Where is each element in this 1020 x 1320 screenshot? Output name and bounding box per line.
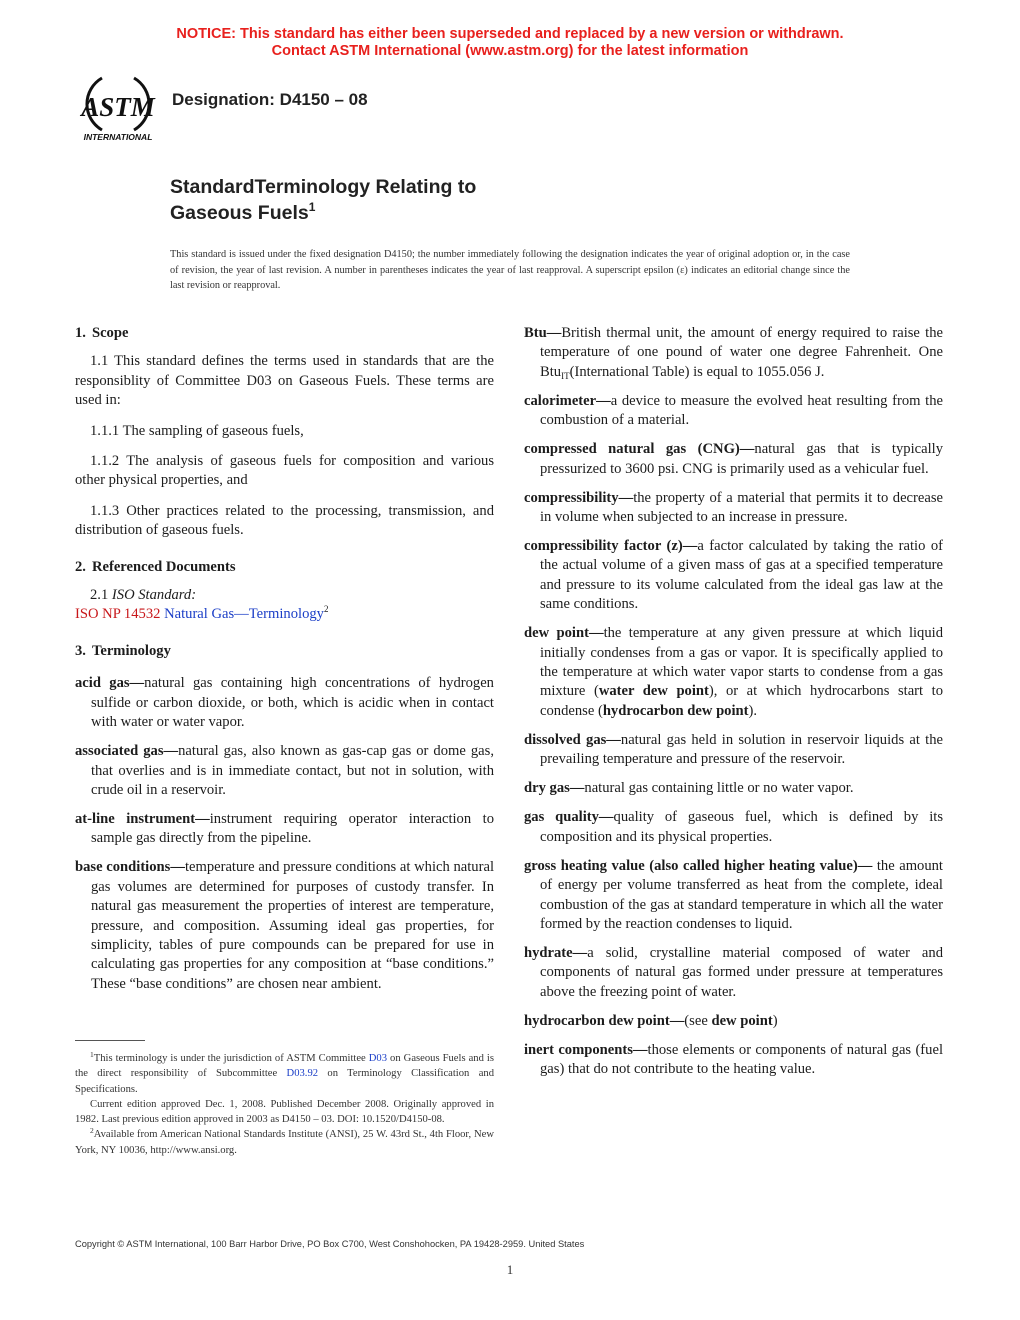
term-cng [524, 440, 943, 479]
term-definition: natural gas, also known as gas-cap gas or dome gas, that overlies and is in immediate contact, but not in solution, with crude oil in a reservoir. [91, 743, 494, 798]
term-definition: the property of a material that permits it to decrease in volume when subjected to an increase in pressure. [540, 489, 943, 526]
footnote-text: This terminology is under the jurisdiction of ASTM Committee [93, 1053, 369, 1064]
title-footnote-ref: 1 [308, 200, 316, 214]
footnote-edition: Current edition approved Dec. 1, 2008. Published December 2008. Originally approved in 1982. Last previous edition approved in 2003 as D4150 – 03. DOI: 10.1520/D4150-08. [75, 1098, 494, 1126]
term-definition: natural gas containing little or no water vapor. [584, 780, 854, 797]
term-compressibility-factor [524, 537, 943, 615]
term-hydrocarbon-dew-point [524, 1012, 943, 1031]
term-gas-quality [524, 808, 943, 847]
term-definition: the temperature at any given pressure at which liquid initially condenses from a gas or vapor. It is specifically applied to the temperature at which water vapor starts to condense from a gas mixture ( [540, 625, 943, 700]
section-number: 3. [75, 642, 86, 659]
committee-d03-link[interactable]: D03 [368, 1053, 388, 1064]
term-hydrocarbon-dew-point: hydrocarbon dew point [602, 702, 749, 719]
term-base-conditions [75, 858, 494, 994]
astm-logo [72, 72, 164, 144]
term-definition: a solid, crystalline material composed of water and components of natural gas formed under pressure at temperatures above the freezing point of water. [540, 944, 943, 1000]
scope-para-1-1-3: 1.1.3 Other practices related to the processing, transmission, and distribution of gaseous fuels. [75, 502, 494, 539]
term-label: Btu— [524, 325, 562, 341]
term-label: acid gas— [75, 675, 145, 692]
right-column [524, 324, 943, 1089]
term-label: associated gas— [75, 743, 179, 760]
term-btu [524, 324, 943, 382]
para-number: 2.1 [90, 587, 109, 604]
term-label: calorimeter— [524, 392, 611, 409]
term-definition-end: ) [772, 1012, 778, 1029]
term-label: compressibility factor (z)— [524, 538, 698, 555]
page-number: 1 [506, 1262, 514, 1277]
term-definition: a factor calculated by taking the ratio of the actual volume of a given mass of gas at a specified temperature and pressure to its volume calculated from the ideal gas law at the same conditions. [540, 538, 943, 613]
footnote-text: Available from American National Standards Institute (ANSI), 25 W. 43rd St., 4th Floor, New York, NY 10036, http://www.ansi.org. [75, 1129, 494, 1156]
iso-reference [75, 605, 494, 624]
term-definition: instrument requiring operator interaction to sample gas directly from the pipeline. [91, 810, 494, 847]
term-label: inert components— [524, 1041, 648, 1058]
term-definition: natural gas held in solution in reservoir liquids at the prevailing temperature and pressure of the reservoir. [540, 731, 943, 768]
term-definition: temperature and pressure conditions at which natural gas volumes are determined for purposes of custody transfer. In natural gas measurement the properties of interest are temperature, pressure, and composition. Assuming ideal gas properties, for simplicity, tables of pure compounds can be prepared for use in calculating gas properties for any composition at “base conditions.” These “base conditions” are chosen near ambient. [91, 859, 494, 992]
term-definition: British thermal unit, the amount of energy required to raise the temperature of one pound of water one degree Fahrenheit. One Btu [540, 325, 943, 380]
iso-label: ISO Standard: [111, 587, 197, 604]
supersede-notice [0, 26, 1020, 60]
term-dissolved-gas [524, 731, 943, 770]
iso-standard-label [75, 586, 494, 605]
term-acid-gas [75, 674, 494, 732]
logo-subtext: INTERNATIONAL [83, 132, 153, 142]
term-definition-cont: (International Table) is equal to 1055.056 J. [569, 363, 825, 380]
section-number: 2. [75, 558, 86, 575]
term-compressibility [524, 489, 943, 528]
footnote-text: on Terminology Classification and Specifications. [75, 1068, 494, 1095]
term-label: dry gas— [524, 780, 585, 797]
term-definition: natural gas that is typically pressurized to 3600 psi. CNG is primarily used as a vehicular fuel. [540, 441, 943, 477]
term-label: gross heating value (also called higher heating value)— [524, 857, 873, 874]
footnote-rule [75, 1040, 145, 1041]
designation: Designation: D4150 – 08 [172, 90, 368, 109]
section-number: 1. [75, 325, 86, 341]
term-definition: those elements or components of natural gas (fuel gas) that do not contribute to the heating value. [540, 1041, 943, 1078]
footnotes [75, 1051, 494, 1158]
term-label: gas quality— [524, 809, 614, 826]
term-associated-gas [75, 742, 494, 800]
title-line-1: StandardTerminology Relating to [170, 176, 477, 198]
section-scope-heading [75, 324, 494, 343]
term-hydrate [524, 944, 943, 1002]
footnote-mark: 2 [90, 1126, 94, 1136]
iso-title-link[interactable]: Natural Gas—Terminology [164, 606, 324, 623]
term-definition-end: ). [748, 702, 758, 719]
term-definition: quality of gaseous fuel, which is defined by its composition and its physical properties. [540, 809, 944, 845]
section-title: Scope [91, 325, 129, 341]
term-label: compressibility— [524, 489, 634, 506]
left-column [75, 324, 494, 1004]
term-definition: natural gas containing high concentrations of hydrogen sulfide or carbon dioxide, or both, which is acidic when in contact with water or water vapor. [91, 675, 494, 731]
footnote-mark: 1 [90, 1050, 94, 1059]
section-terminology-heading [75, 642, 494, 661]
section-title: Referenced Documents [91, 558, 236, 575]
section-referenced-heading [75, 558, 494, 577]
title-text: Gaseous Fuels [170, 202, 309, 224]
astm-logo-mark [72, 72, 164, 144]
iso-footnote-ref: 2 [323, 604, 329, 615]
term-cross-reference: dew point [711, 1012, 773, 1029]
title-line-2 [170, 200, 476, 226]
notice-line-2: Contact ASTM International (www.astm.org) for the latest information [271, 43, 749, 59]
scope-para-1-1: 1.1 This standard defines the terms used in standards that are the responsiblity of Committee D03 on Gaseous Fuels. These terms are used in: [75, 353, 494, 409]
logo-text: ASTM [81, 92, 155, 122]
issued-note: This standard is issued under the fixed designation D4150; the number immediately following the designation indicates the year of original adoption or, in the case of revision, the year of last revision. A number in parentheses indicates the year of last reapproval. A superscript epsilon (ε) indicates an editorial change since the last revision or reapproval. [170, 249, 850, 291]
notice-line-1: NOTICE: This standard has either been superseded and replaced by a new version or withdrawn. [176, 26, 844, 42]
term-label: compressed natural gas (CNG)— [524, 441, 755, 458]
term-label: dissolved gas— [524, 731, 621, 748]
term-label: hydrocarbon dew point— [524, 1012, 685, 1029]
term-definition: (see [684, 1012, 712, 1029]
subcommittee-d03-92-link[interactable]: D03.92 [286, 1068, 319, 1080]
left-terms [75, 674, 494, 994]
term-calorimeter [524, 392, 943, 431]
term-label: base conditions— [75, 859, 185, 876]
scope-para-1-1-1: 1.1.1 The sampling of gaseous fuels, [90, 422, 304, 439]
term-label: hydrate— [524, 944, 588, 961]
iso-code-link[interactable]: ISO NP 14532 [75, 606, 161, 623]
term-inert-components [524, 1041, 943, 1080]
copyright: Copyright © ASTM International, 100 Barr Harbor Drive, PO Box C700, West Conshohocken, PA 19428-2959. United States [75, 1239, 585, 1249]
term-dry-gas [524, 779, 943, 798]
term-gross-heating-value [524, 857, 943, 935]
section-title: Terminology [91, 642, 171, 659]
footnote-1 [75, 1051, 494, 1097]
term-at-line-instrument [75, 810, 494, 849]
footnote-text: on Gaseous Fuels and is the direct responsibility of Subcommittee [75, 1053, 494, 1080]
btu-subscript: IT [561, 370, 570, 381]
footnote-2 [75, 1127, 494, 1158]
scope-para-1-1-2: 1.1.2 The analysis of gaseous fuels for composition and various other physical properties, and [75, 453, 494, 489]
document-title [170, 174, 476, 226]
term-definition: the amount of energy per volume transferred as heat from the complete, ideal combustion of the gas at standard temperature in which all the water formed by the reaction condenses to liquid. [540, 857, 943, 932]
term-water-dew-point: water dew point [598, 683, 709, 700]
term-definition: a device to measure the evolved heat resulting from the combustion of a material. [540, 392, 943, 429]
term-label: at-line instrument— [75, 810, 210, 827]
term-definition-cont: ), or at which hydrocarbons start to condense ( [540, 683, 943, 719]
term-label: dew point— [524, 625, 604, 642]
term-dew-point [524, 624, 943, 721]
